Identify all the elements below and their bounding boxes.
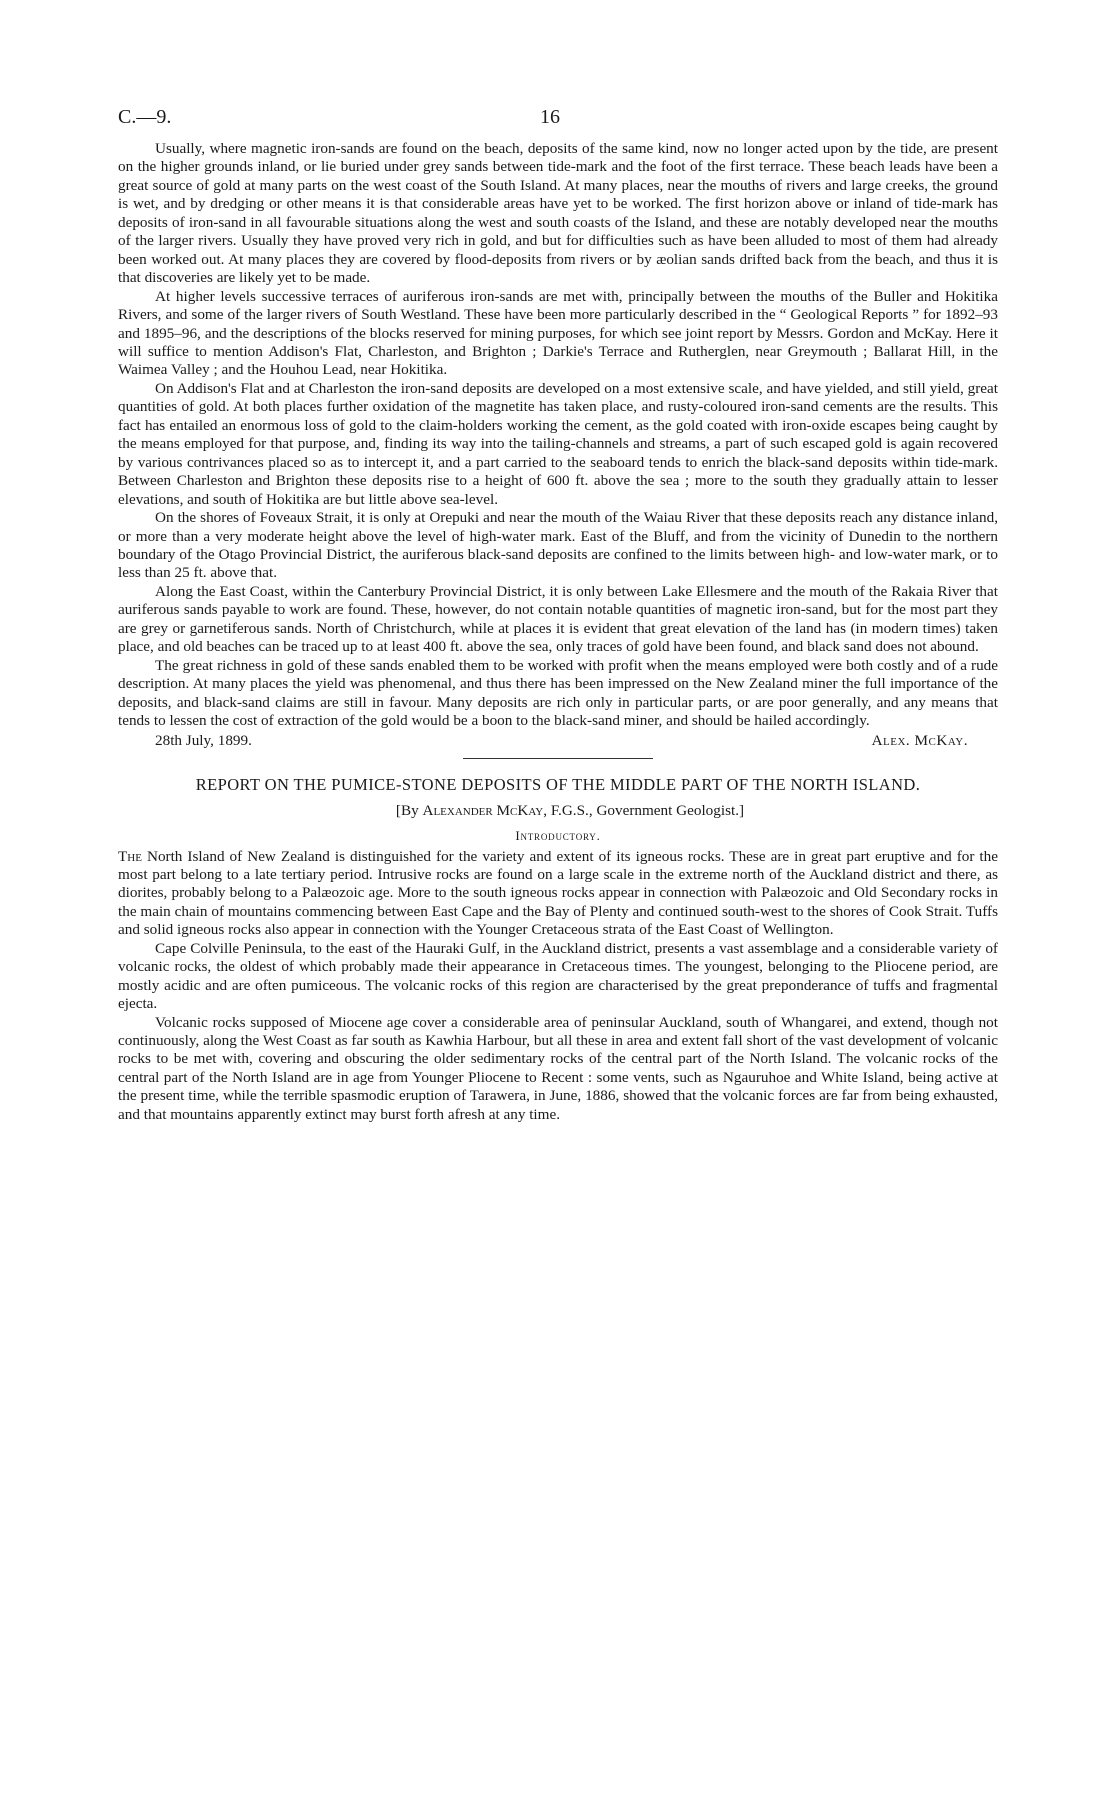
paragraph: The great richness in gold of these sands enabled them to be worked with profit when the means employed were both costly and of a rude description. At many places the yield was phenomenal, and thus there has been impressed on the New Zealand miner the full importance of the deposits, and black-sand claims are still in favour. Many deposits are rich only in particular parts, or are poor generally, and any means that tends to lessen the cost of extraction of the gold would be a boon to the black-sand miner, and should be hailed accordingly. [118, 656, 998, 730]
paragraph: Usually, where magnetic iron-sands are found on the beach, deposits of the same kind, now no longer acted upon by the tide, are present on the higher grounds inland, or lie buried under grey sands between tide-mark and the foot of the first terrace. These beach leads have been a great source of gold at many parts on the west coast of the South Island. At many places, near the mouths of rivers and large creeks, the ground is wet, and by dredging or other means it is that considerable areas have yet to be worked. The first horizon above or inland of tide-mark has deposits of iron-sand in all favourable situations along the west and south coasts of the Island, and these are notably developed near the mouths of the larger rivers. Usually they have proved very rich in gold, and but for difficulties such as have been alluded to most of them had already been worked out. At many places they are covered by flood-deposits from rivers or by æolian sands drifted back from the beach, and thus it is that discoveries are likely yet to be made. [118, 140, 998, 287]
document-page [118, 100, 998, 1124]
byline-rest: , F.G.S., Government Geologist.] [543, 801, 745, 819]
signature-line [118, 732, 998, 754]
paragraph: Volcanic rocks supposed of Miocene age cover a considerable area of peninsular Auckland, south of Whangarei, and extend, though not continuously, along the West Coast as far south as Kawhia Harbour, but all these in area and extent fall short of the vast development of volcanic rocks to be met with, covering and obscuring the older sedimentary rocks of the central part of the North Island. The volcanic rocks of the central part of the North Island are in age from Younger Pliocene to Recent : some vents, such as Ngauruhoe and White Island, being active at the present time, while the terrible spasmodic eruption of Tarawera, in June, 1886, showed that the volcanic forces are far from being exhausted, and that mountains apparently extinct may burst forth afresh at any time. [118, 1013, 998, 1123]
report-title: REPORT ON THE PUMICE-STONE DEPOSITS OF THE MIDDLE PART OF THE NORTH ISLAND. [195, 774, 921, 794]
lead-word: The [118, 847, 142, 865]
report-byline [142, 802, 998, 820]
document-code: C.—9. [118, 106, 172, 128]
paragraph: At higher levels successive terraces of auriferous iron-sands are met with, principally between the mouths of the Buller and Hokitika Rivers, and some of the larger rivers of South Westland. These have been more particularly described in the “ Geological Reports ” for 1892–93 and 1895–96, and the descriptions of the blocks reserved for mining purposes, for which see joint report by Messrs. Gordon and McKay. Here it will suffice to mention Addison's Flat, Charleston, and Brighton ; Darkie's Terrace and Rutherglen, near Greymouth ; Ballarat Hill, in the Waimea Valley ; and the Houhou Lead, near Hokitika. [118, 287, 998, 379]
page-header [118, 100, 998, 140]
section-divider [463, 758, 653, 759]
paragraph-text: North Island of New Zealand is distinguished for the variety and extent of its igneous rocks. These are in great part eruptive and for the most part belong to a late tertiary period. Intrusive rocks are found on a large scale in the extreme north of the Auckland district and there, as diorites, probably belong to a Palæozoic age. More to the south igneous rocks appear in connection with Palæozoic and Old Secondary rocks in the main chain of mountains commencing between East Cape and the Bay of Plenty and continued south-west to the shores of Cook Strait. Tuffs and solid igneous rocks also appear in connection with the Younger Cretaceous strata of the East Coast of Wellington. [118, 847, 998, 939]
paragraph: Along the East Coast, within the Canterbury Provincial District, it is only between Lake Ellesmere and the mouth of the Rakaia River that auriferous sands payable to work are found. These, however, do not contain notable quantities of magnetic iron-sand, but for the most part they are grey or garnetiferous sands. North of Christchurch, while at places it is evident that great elevation of the land has (in modern times) taken place, and old beaches can be traced up to at least 400 ft. above the sea, only traces of gold have been found, and black sand does not abound. [118, 582, 998, 656]
paragraph: On the shores of Foveaux Strait, it is only at Orepuki and near the mouth of the Waiau River that these deposits reach any distance inland, or more than a very moderate height above the level of high-water mark. East of the Bluff, and from the vicinity of Dunedin to the northern boundary of the Otago Provincial District, the auriferous black-sand deposits are confined to the limits between high- and low-water mark, or to less than 25 ft. above that. [118, 509, 998, 582]
signature-date: 28th July, 1899. [155, 731, 252, 749]
byline-author-name: Alexander McKay [422, 801, 544, 819]
page-number: 16 [540, 106, 560, 128]
signature-author: Alex. McKay. [871, 731, 968, 749]
paragraph [118, 848, 998, 940]
paragraph: On Addison's Flat and at Charleston the iron-sand deposits are developed on a most extensive scale, and have yielded, and still yield, great quantities of gold. At both places further oxidation of the magnetite has taken place, and rusty-coloured iron-sand cements are the results. This fact has entailed an enormous loss of gold to the claim-holders working the cement, as the gold coated with iron-oxide escapes being caught by the means employed for that purpose, and, finding its way into the tailing-channels and streams, a part of such escaped gold is again recovered by various contrivances placed so as to intercept it, and a part carried to the seaboard tends to enrich the black-sand deposits within tide-mark. Between Charleston and Brighton these deposits rise to a height of 600 ft. above the sea ; more to the south they gradually attain to lesser elevations, and south of Hokitika are but little above sea-level. [118, 379, 998, 508]
paragraph: Cape Colville Peninsula, to the east of the Hauraki Gulf, in the Auckland district, presents a vast assemblage and a considerable variety of volcanic rocks, the oldest of which probably made their appearance in Cretaceous times. The youngest, belonging to the Pliocene period, are mostly acidic and are often pumiceous. The volcanic rocks of this region are characterised by the great preponderance of tuffs and fragmental ejecta. [118, 939, 998, 1013]
section-heading: Introductory. [515, 827, 601, 843]
byline-open: [By [395, 801, 423, 819]
